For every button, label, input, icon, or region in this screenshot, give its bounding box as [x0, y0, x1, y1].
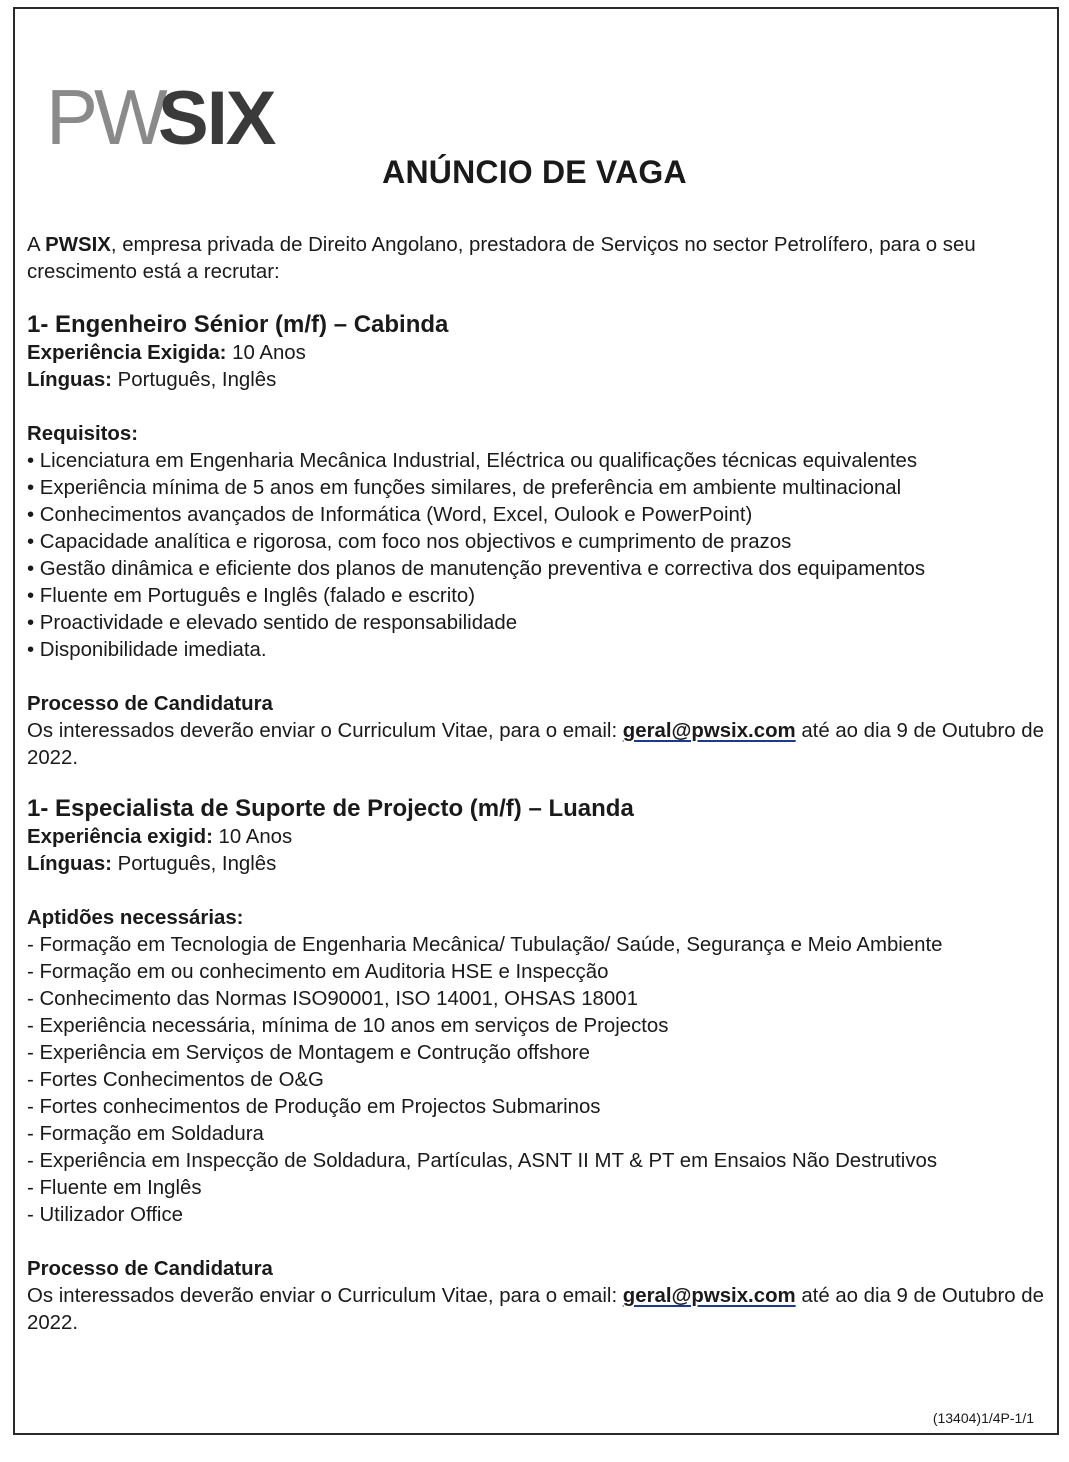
list-item: • Experiência mínima de 5 anos em funções similares, de preferência em ambiente multinacional [27, 477, 902, 499]
list-item: - Experiência em Inspecção de Soldadura, Partículas, ASNT II MT & PT em Ensaios Não Destrutivos [27, 1150, 938, 1172]
logo-text-light: PW [46, 73, 164, 148]
job1-experience-label: Experiência Exigida: [27, 342, 227, 364]
job1-application [27, 691, 1052, 772]
job2-experience-value: 10 Anos [212, 826, 293, 848]
job1-requirements-label: Requisitos: [27, 423, 139, 445]
list-item: • Capacidade analítica e rigorosa, com foco nos objectivos e cumprimento de prazos [27, 531, 792, 553]
logo-text-bold: SIX [158, 76, 275, 148]
job1-requirements [27, 421, 1052, 664]
job1-requirements-list [27, 448, 1052, 664]
job1-details [27, 340, 1052, 394]
job1-process-text: Os interessados deverão enviar o Curriculum Vitae, para o email: [27, 720, 623, 742]
list-item: - Experiência em Serviços de Montagem e Contrução offshore [27, 1042, 590, 1064]
list-item: - Conhecimento das Normas ISO90001, ISO 14001, OHSAS 18001 [27, 988, 638, 1010]
job1-languages-value: Português, Inglês [111, 369, 277, 391]
announcement-body [27, 232, 1052, 1364]
job1-process-label: Processo de Candidatura [27, 693, 273, 715]
intro-paragraph [27, 232, 1052, 286]
job2-title: 1- Especialista de Suporte de Projecto (m/f) – Luanda [27, 795, 634, 822]
intro-prefix: A [27, 234, 46, 256]
job2-skills-label: Aptidões necessárias: [27, 907, 244, 929]
job2-process-suffix: até ao dia 9 de Outubro de 2022. [27, 1285, 1044, 1334]
job2-process-text: Os interessados deverão enviar o Curriculum Vitae, para o email: [27, 1285, 623, 1307]
job2-skills [27, 905, 1052, 1229]
list-item: - Fortes Conhecimentos de O&G [27, 1069, 324, 1091]
list-item: - Formação em ou conhecimento em Auditoria HSE e Inspecção [27, 961, 609, 983]
job2-details [27, 824, 1052, 878]
job2-application [27, 1256, 1052, 1337]
job2-skills-list [27, 932, 1052, 1229]
page-title: ANÚNCIO DE VAGA [382, 154, 687, 190]
job1-process-suffix: até ao dia 9 de Outubro de 2022. [27, 720, 1044, 769]
list-item: - Fortes conhecimentos de Produção em Projectos Submarinos [27, 1096, 601, 1118]
list-item: - Experiência necessária, mínima de 10 anos em serviços de Projectos [27, 1015, 669, 1037]
list-item: • Gestão dinâmica e eficiente dos planos de manutenção preventiva e correctiva dos equipamentos [27, 558, 926, 580]
job2-email-link[interactable]: geral@pwsix.com [622, 1285, 796, 1307]
list-item: • Disponibilidade imediata. [27, 639, 267, 661]
job2-languages-value: Português, Inglês [111, 853, 277, 875]
list-item: • Proactividade e elevado sentido de responsabilidade [27, 612, 518, 634]
pwsix-logo [46, 68, 306, 148]
list-item: • Licenciatura em Engenharia Mecânica Industrial, Eléctrica ou qualificações técnicas equivalentes [27, 450, 918, 472]
list-item: • Conhecimentos avançados de Informática (Word, Excel, Oulook e PowerPoint) [27, 504, 753, 526]
job1-languages-label: Línguas: [27, 369, 112, 391]
job2-experience-label: Experiência exigid: [27, 826, 213, 848]
job1-title: 1- Engenheiro Sénior (m/f) – Cabinda [27, 311, 449, 338]
intro-text: , empresa privada de Direito Angolano, prestadora de Serviços no sector Petrolífero, para o seu crescimento está a recrutar: [27, 234, 976, 283]
list-item: • Fluente em Português e Inglês (falado e escrito) [27, 585, 476, 607]
list-item: - Fluente em Inglês [27, 1177, 202, 1199]
list-item: - Formação em Soldadura [27, 1123, 264, 1145]
job1-email-link[interactable]: geral@pwsix.com [622, 720, 796, 742]
job2-languages-label: Línguas: [27, 853, 112, 875]
job1-experience-value: 10 Anos [226, 342, 306, 364]
company-name: PWSIX [45, 234, 111, 256]
reference-code: (13404)1/4P-1/1 [932, 1410, 1034, 1426]
list-item: - Formação em Tecnologia de Engenharia Mecânica/ Tubulação/ Saúde, Segurança e Meio Ambiente [27, 934, 943, 956]
list-item: - Utilizador Office [27, 1204, 183, 1226]
job2-process-label: Processo de Candidatura [27, 1258, 273, 1280]
